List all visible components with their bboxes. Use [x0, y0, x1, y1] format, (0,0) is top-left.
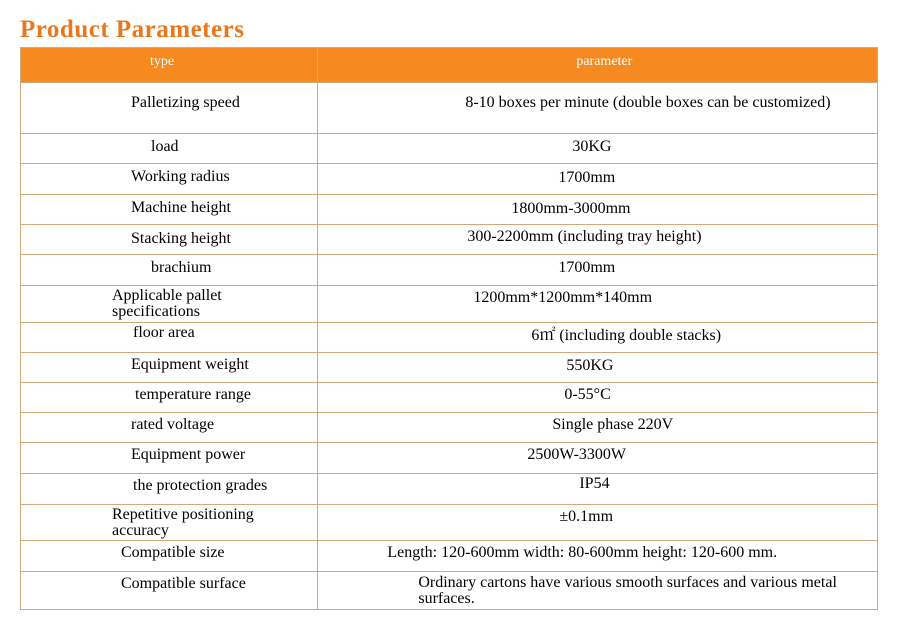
row-parameter: 8-10 boxes per minute (double boxes can be customized)	[465, 94, 831, 111]
row-type: rated voltage	[131, 416, 215, 433]
header-parameter: parameter	[318, 48, 878, 83]
table-row	[21, 413, 878, 443]
table-row	[21, 255, 878, 286]
row-parameter: Length: 120-600mm width: 80-600mm height: 120-600 mm.	[387, 544, 778, 561]
table-row	[21, 164, 878, 195]
row-parameter: IP54	[579, 475, 610, 492]
row-type: the protection grades	[133, 477, 268, 494]
parameters-table	[20, 47, 878, 610]
table-row	[21, 383, 878, 413]
row-type: Machine height	[131, 199, 231, 216]
table-row	[21, 225, 878, 255]
row-parameter: 6㎡ (including double stacks)	[531, 327, 722, 344]
table-row	[21, 541, 878, 572]
row-type: brachium	[151, 259, 212, 276]
row-type: Compatible surface	[121, 575, 246, 592]
table-row	[21, 323, 878, 353]
row-type: floor area	[133, 324, 195, 341]
row-parameter: 1700mm	[558, 169, 616, 186]
page-title: Product Parameters	[20, 16, 245, 43]
table-row	[21, 353, 878, 383]
row-parameter: ±0.1mm	[559, 508, 614, 525]
row-type: Working radius	[131, 168, 230, 185]
row-type: Repetitive positioning accuracy	[112, 506, 254, 539]
row-parameter: 1700mm	[558, 259, 616, 276]
table-row	[21, 505, 878, 541]
row-parameter: 300-2200mm (including tray height)	[467, 228, 702, 245]
row-parameter: 550KG	[566, 357, 614, 374]
row-type: Palletizing speed	[131, 94, 240, 111]
row-type: Compatible size	[121, 544, 225, 561]
row-type: Equipment power	[131, 446, 246, 463]
row-parameter: Ordinary cartons have various smooth surfaces and various metal surfaces.	[418, 574, 837, 607]
table-row	[21, 474, 878, 505]
row-parameter: 2500W-3300W	[527, 446, 626, 463]
header-type: type	[21, 48, 318, 83]
row-parameter: Single phase 220V	[552, 416, 674, 433]
row-type: load	[151, 138, 179, 155]
row-parameter: 0-55°C	[564, 386, 611, 403]
row-type: Stacking height	[131, 230, 231, 247]
table-row	[21, 83, 878, 134]
row-type: temperature range	[135, 386, 251, 403]
row-parameter: 30KG	[572, 138, 612, 155]
row-parameter: 1200mm*1200mm*140mm	[473, 289, 653, 306]
table-row	[21, 443, 878, 474]
row-type: Applicable pallet specifications	[112, 287, 222, 320]
row-parameter: 1800mm-3000mm	[511, 200, 631, 217]
table-header-row	[21, 48, 878, 83]
table-row	[21, 286, 878, 323]
table-row	[21, 134, 878, 164]
row-type: Equipment weight	[131, 356, 249, 373]
table-row	[21, 195, 878, 225]
table-row	[21, 572, 878, 610]
